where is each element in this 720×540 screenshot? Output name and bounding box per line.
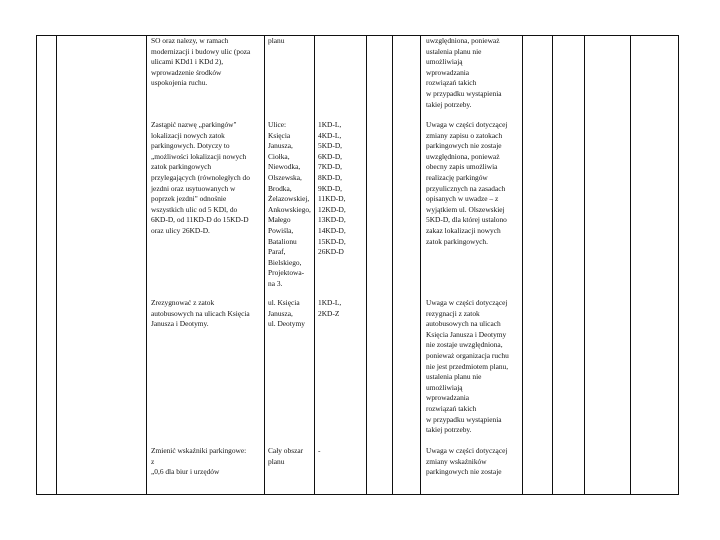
row4-location: Cały obszar planu (268, 446, 304, 466)
row1-location: planu (268, 36, 285, 45)
table-border-top (36, 35, 678, 36)
row1-notes: uwzględniona, ponieważ ustalenia planu nie umożliwiają wprowadzania rozwiązań takich w przypadku wystąpienia takiej potrzeby. (426, 36, 502, 109)
column-divider (314, 35, 315, 495)
column-divider (264, 35, 265, 495)
row4-symbols: - (318, 446, 321, 455)
row2-notes: Uwaga w części dotyczącej zmiany zapisu o zatokach parkingowych nie zostaje uwzględniona, ponieważ obecny zapis umożliwia realizację parkingów przyulicznych na zasadach opisanych w uwadze – z wyjątkiem ul. Olszewskiej 5KD-D, dla której ustalono zakaz lokalizacji nowych zatok parkingowych. (426, 120, 508, 246)
row4-notes: Uwaga w części dotyczącej zmiany wskaźników parkingowych nie zostaje (426, 446, 508, 477)
row2-symbols: 1KD-L, 4KD-L, 5KD-D, 6KD-D, 7KD-D, 8KD-D, 9KD-D, 11KD-D, 12KD-D, 13KD-D, 14KD-D, 15KD-D, 26KD-D (318, 120, 346, 257)
table-border-bottom (36, 494, 678, 495)
column-divider (392, 35, 393, 495)
column-divider (420, 35, 421, 495)
table-border-left (36, 35, 37, 495)
column-divider (552, 35, 553, 495)
column-divider (56, 35, 57, 495)
row1-description: SO oraz nalezy, w ramach modernizacji i budowy ulic (poza ulicami KDd1 i KDd 2), wprowadzenie środków uspokojenia ruchu. (151, 36, 251, 88)
column-divider (146, 35, 147, 495)
table-border-right (678, 35, 679, 495)
column-divider (584, 35, 585, 495)
column-divider (522, 35, 523, 495)
row3-location: ul. Księcia Janusza, ul. Deotymy (268, 298, 305, 329)
row2-location: Ulice: Księcia Janusza, Ciołka, Niewodka, Olszewska, Brodka, Żelazowskiej, Ankowskiego, Małego Powiśla, Batalionu Paraf, Bielskiego, Projektowa- na 3. (268, 120, 311, 288)
row3-notes: Uwaga w części dotyczącej rezygnacji z zatok autobusowych na ulicach Księcia Janusza i Deotymy nie zostaje uwzględniona, ponieważ organizacja ruchu nie jest przedmiotem planu, ustalenia planu nie umożliwiają wprowadzania rozwiązań takich w przypadku wystąpienia takiej potrzeby. (426, 298, 509, 435)
row4-description: Zmienić wskaźniki parkingowe: z „0,6 dla biur i urzędów (151, 446, 247, 477)
row3-description: Zrezygnować z zatok autobusowych na ulicach Księcia Janusza i Deotymy. (151, 298, 250, 329)
column-divider (366, 35, 367, 495)
row3-symbols: 1KD-L, 2KD-Z (318, 298, 342, 318)
column-divider (630, 35, 631, 495)
row2-description: Zastąpić nazwę „parkingów" lokalizacji nowych zatok parkingowych. Dotyczy to „możliwości lokalizacji nowych zatok parkingowych przylegających (równoległych do jezdni oraz usytuowanych w poprzek jezdni" odnośnie wszystkich ulic od 5 KDl, do 6KD-D, od 11KD-D do 15KD-D oraz ulicy 26KD-D. (151, 120, 250, 235)
